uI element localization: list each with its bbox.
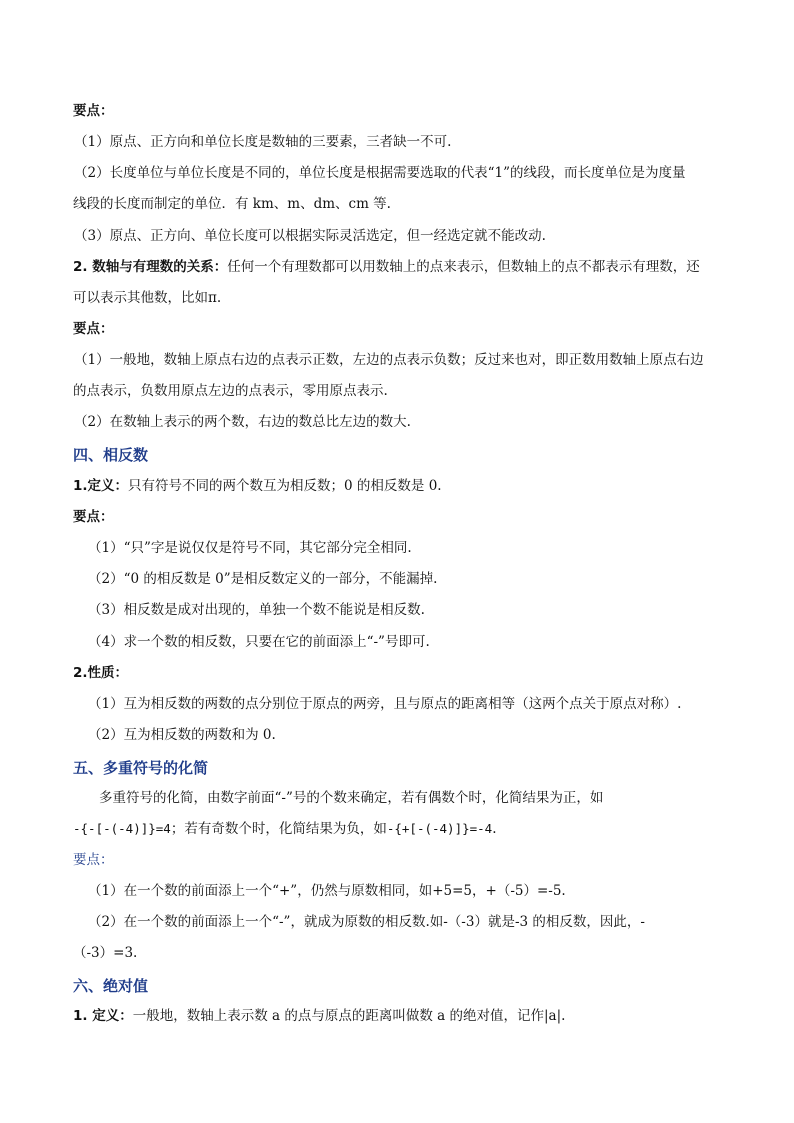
math-expression: -{-[-(-4)]}=4: [73, 821, 171, 836]
numbered-item: [73, 477, 442, 495]
paragraph: 多重符号的化简，由数字前面“-”号的个数来确定，若有偶数个时，化简结果为正，如: [99, 790, 604, 806]
numbered-item: [73, 258, 700, 276]
paragraph: （3）相反数是成对出现的，单独一个数不能说是相反数.: [88, 602, 425, 618]
item-label: 2. 数轴与有理数的关系：: [73, 259, 228, 275]
item-text: 任何一个有理数都可以用数轴上的点来表示，但数轴上的点不都表示有理数，还: [227, 259, 700, 275]
section-heading: 六、绝对值: [73, 977, 149, 995]
paragraph: 线段的长度而制定的单位．有 km、m、dm、cm 等.: [73, 196, 391, 212]
paragraph: （1）“只”字是说仅仅是符号不同，其它部分完全相同.: [88, 540, 412, 556]
key-points-label: 要点：: [73, 321, 114, 337]
math-expression: -{+[-(-4)]}=-4: [386, 821, 493, 836]
section-heading: 五、多重符号的化简: [73, 759, 209, 777]
paragraph: （1）互为相反数的两数的点分别位于原点的两旁，且与原点的距离相等（这两个点关于原点对称）.: [88, 696, 682, 712]
paragraph: （-3）=3.: [73, 945, 138, 961]
text: .: [492, 821, 497, 837]
paragraph: （1）原点、正方向和单位长度是数轴的三要素，三者缺一不可.: [74, 134, 452, 150]
key-points-label: 要点：: [73, 852, 114, 868]
paragraph: （1）在一个数的前面添上一个“+”，仍然与原数相同，如+5=5，+（-5）=-5.: [88, 883, 566, 899]
paragraph: （4）求一个数的相反数，只要在它的前面添上“-”号即可.: [88, 634, 430, 650]
key-points-label: 要点：: [73, 103, 114, 119]
paragraph: （2）在一个数的前面添上一个“-”，就成为原数的相反数.如-（-3）就是-3 的相反数，因此，-: [88, 914, 645, 930]
numbered-item: [73, 1007, 565, 1025]
paragraph: （2）在数轴上表示的两个数，右边的数总比左边的数大.: [74, 414, 411, 430]
item-text: 一般地，数轴上表示数 a 的点与原点的距离叫做数 a 的绝对值，记作|a|.: [132, 1008, 566, 1024]
key-points-label: 要点：: [73, 509, 114, 525]
paragraph: 可以表示其他数，比如π.: [73, 290, 222, 306]
section-heading: 四、相反数: [73, 446, 149, 464]
property-label: 2.性质：: [73, 665, 129, 681]
item-label: 1. 定义：: [73, 1008, 133, 1024]
paragraph: （2）互为相反数的两数和为 0.: [88, 727, 276, 743]
paragraph: 的点表示，负数用原点左边的点表示，零用原点表示.: [73, 383, 388, 399]
paragraph: （2）“0 的相反数是 0”是相反数定义的一部分，不能漏掉.: [88, 571, 438, 587]
paragraph: （1）一般地，数轴上原点右边的点表示正数，左边的点表示负数；反过来也对，即正数用数轴上原点右边: [74, 352, 704, 368]
item-label: 1.定义：: [73, 478, 129, 494]
text: ；若有奇数个时，化简结果为负，如: [170, 821, 387, 837]
item-text: 只有符号不同的两个数互为相反数；0 的相反数是 0.: [128, 478, 442, 494]
paragraph: （2）长度单位与单位长度是不同的，单位长度是根据需要选取的代表“1”的线段，而长度单位是为度量: [74, 165, 686, 181]
paragraph: （3）原点、正方向、单位长度可以根据实际灵活选定，但一经选定就不能改动.: [74, 228, 546, 244]
paragraph: [73, 820, 497, 838]
